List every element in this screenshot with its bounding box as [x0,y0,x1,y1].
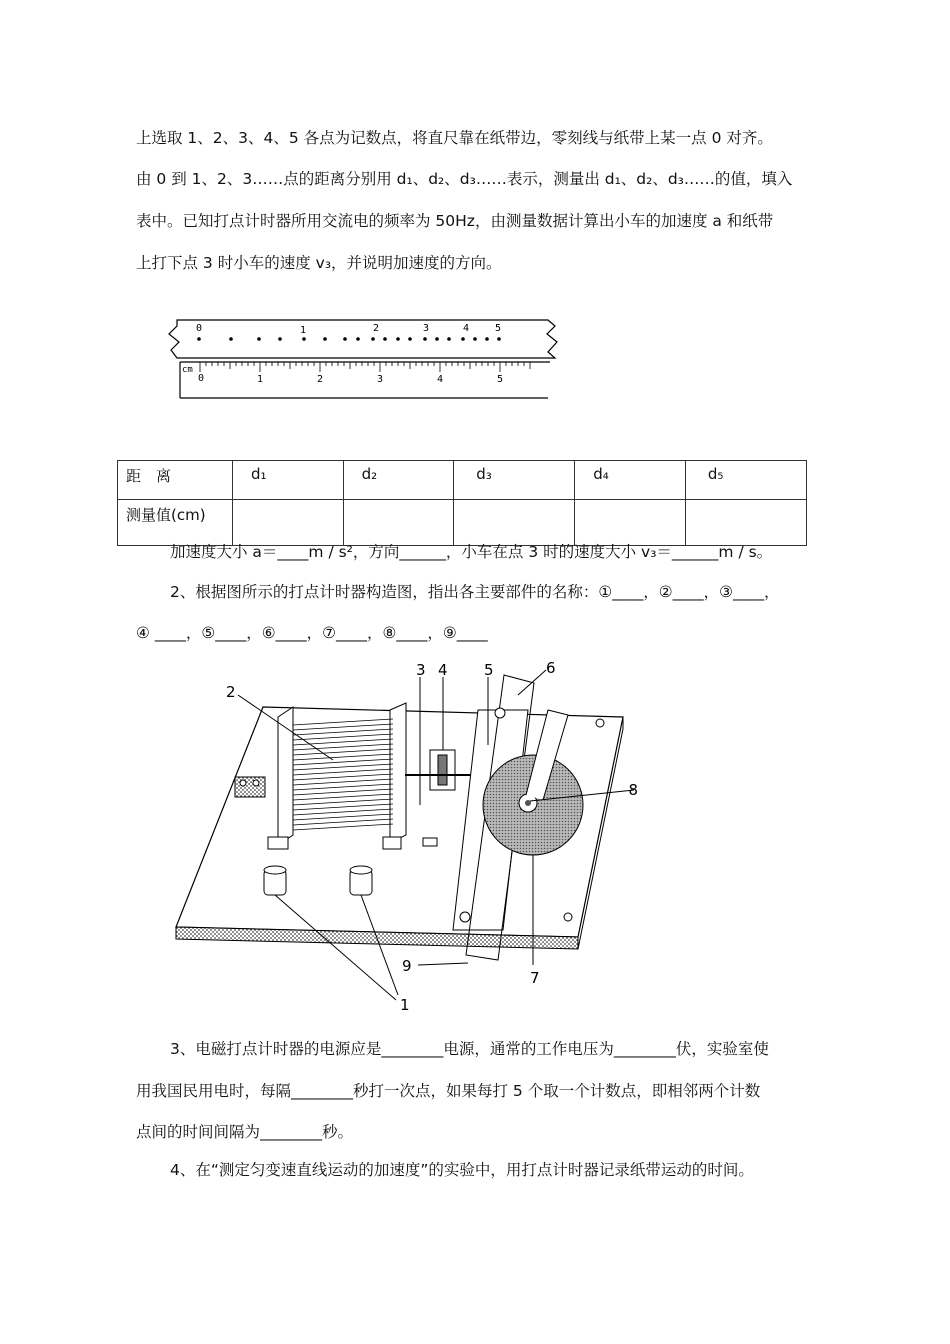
ruler-label-3: 3 [377,374,384,385]
table-cell: 距 离 [118,461,233,500]
tape-dot [435,337,439,341]
tape-dot [197,337,201,341]
ruler-ticks [200,362,530,372]
table-cell: 测量值(cm) [118,500,233,546]
tape-label-1: 1 [300,325,307,336]
tape-dot [408,337,412,341]
tape-dot [396,337,400,341]
tape-dot [356,337,360,341]
para1-line1: 上选取 1、2、3、4、5 各点为记数点，将直尺靠在纸带边，零刻线与纸带上某一点 0 对齐。 [136,129,773,147]
para1-line3: 表中。已知打点计时器所用交流电的频率为 50Hz，由测量数据计算出小车的加速度 a 和纸带 [136,212,774,230]
tape-dot [497,337,501,341]
table-input-cell[interactable] [343,500,454,546]
label-2: 2 [226,683,236,701]
label-4: 4 [438,661,448,679]
tape-dot [371,337,375,341]
ruler-label-4: 4 [437,374,444,385]
table-cell: d₃ [454,461,575,500]
q3-line3: 点间的时间间隔为________秒。 [136,1123,354,1141]
tape-dot [343,337,347,341]
ruler-label-1: 1 [257,374,264,385]
ruler-label-5: 5 [497,374,504,385]
table-row [118,500,807,546]
label-3: 3 [416,661,426,679]
tape-dot [423,337,427,341]
label-1: 1 [400,996,410,1010]
ruler-label-2: 2 [317,374,324,385]
tape-dot [485,337,489,341]
tape-dot [323,337,327,341]
table-header-row [118,461,807,500]
tape-dot [461,337,465,341]
answer-line: 加速度大小 a＝____m / s²，方向______，小车在点 3 时的速度大小 v₃＝______m / s。 [170,543,773,561]
ruler-unit: cm [182,365,193,375]
tape-dots [197,337,501,341]
table-input-cell[interactable] [685,500,806,546]
ticker-timer-diagram [168,655,638,1010]
tape-label-5: 5 [495,323,502,334]
tape-dot [278,337,282,341]
label-5: 5 [484,661,494,679]
tape-dot [257,337,261,341]
tape-dot [302,337,306,341]
q2-line2: ④ ____，⑤____，⑥____，⑦____，⑧____，⑨____ [136,624,488,642]
tape-dot [473,337,477,341]
para1-line2: 由 0 到 1、2、3……点的距离分别用 d₁、d₂、d₃……表示，测量出 d₁、d₂、d₃……的值，填入 [136,170,793,188]
tape-dot [229,337,233,341]
label-6: 6 [546,659,556,677]
table-input-cell[interactable] [575,500,686,546]
ruler-label-0: 0 [198,373,205,384]
label-8: 8 [628,781,638,799]
tape-label-2: 2 [373,323,380,334]
table-cell: d₂ [343,461,454,500]
label-7: 7 [530,969,540,987]
table-input-cell[interactable] [233,500,344,546]
tape-label-3: 3 [423,323,430,334]
measurement-table [117,460,807,546]
table-cell: d₅ [685,461,806,500]
q3-line2: 用我国民用电时，每隔________秒打一次点，如果每打 5 个取一个计数点，即相邻两个计数 [136,1082,761,1100]
tape-dot [447,337,451,341]
paper-tape-figure [165,312,575,404]
table-cell: d₁ [233,461,344,500]
tape-label-4: 4 [463,323,470,334]
table-input-cell[interactable] [454,500,575,546]
table-cell: d₄ [575,461,686,500]
tape-dot [383,337,387,341]
label-9: 9 [402,957,412,975]
tape-label-0: 0 [196,323,203,334]
q4-line: 4、在“测定匀变速直线运动的加速度”的实验中，用打点计时器记录纸带运动的时间。 [170,1161,754,1179]
q2-line1: 2、根据图所示的打点计时器构造图，指出各主要部件的名称：①____，②____，③____， [170,583,780,601]
para1-line4: 上打下点 3 时小车的速度 v₃，并说明加速度的方向。 [136,254,502,272]
q3-line1: 3、电磁打点计时器的电源应是________电源，通常的工作电压为________伏，实验室使 [170,1040,769,1058]
